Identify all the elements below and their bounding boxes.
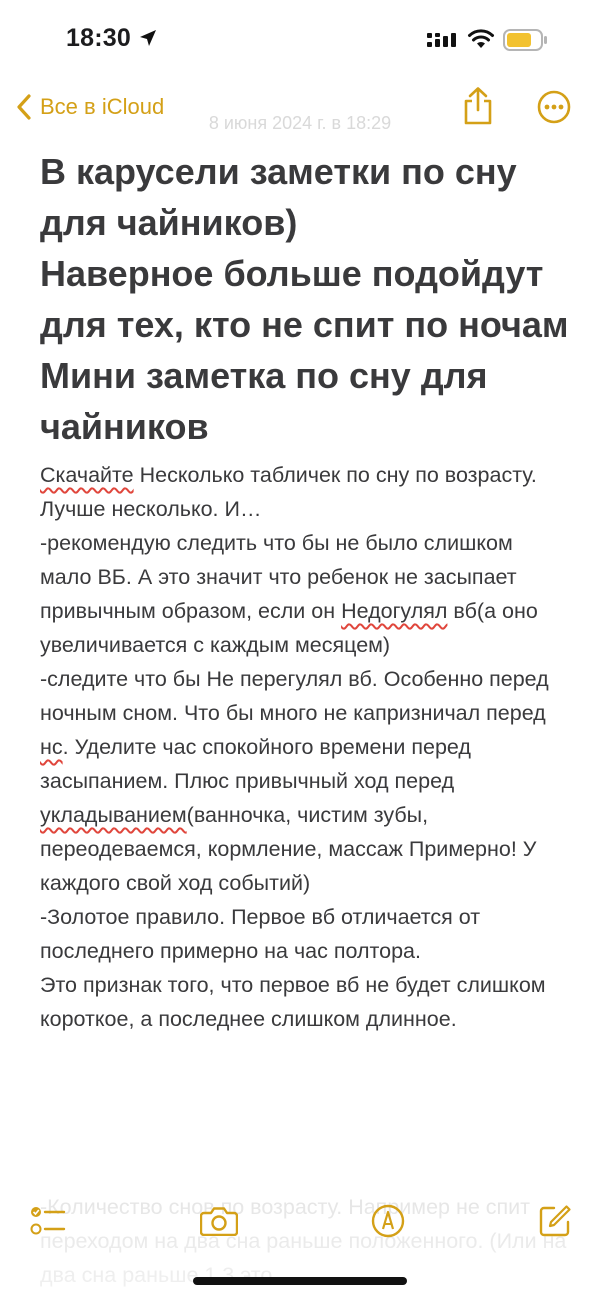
note-paragraph: -Золотое правило. Первое вб отличается от последнего примерно на час полтора. <box>40 905 481 963</box>
checklist-icon[interactable] <box>30 1204 66 1238</box>
note-paragraph: Это признак того, что первое вб не будет слишком короткое, а последнее слишком длинное. <box>40 973 546 1031</box>
note-date: 8 июня 2024 г. в 18:29 <box>208 113 392 133</box>
note-title-line-2: Наверное больше подойдут для тех, кто не спит по ночам <box>40 253 569 345</box>
note-title-line-3: Мини заметка по сну для чайников <box>40 355 488 447</box>
note-title-line-1: В карусели заметки по сну для чайников) <box>40 151 517 243</box>
note-body <box>40 458 570 1036</box>
camera-icon[interactable] <box>200 1206 238 1236</box>
location-arrow-icon <box>138 28 158 48</box>
status-bar <box>0 0 600 80</box>
note-text: . Уделите час спокойного времени перед засыпанием. Плюс привычный ход перед <box>40 735 471 793</box>
note-text: -следите что бы Не перегулял вб. Особенно перед ночным сном. Что бы много не капризничал перед <box>40 667 549 725</box>
note-paragraph <box>40 662 570 900</box>
misspelled-word[interactable]: Недогулял <box>341 599 448 623</box>
back-button-label: Все в iCloud <box>40 94 165 119</box>
note-content[interactable] <box>40 146 570 1036</box>
note-paragraph <box>40 526 570 662</box>
misspelled-word[interactable]: Скачайте <box>40 463 134 487</box>
note-text: Несколько табличек по сну по возрасту. Лучше несколько. И… <box>40 463 537 521</box>
markup-pen-icon[interactable] <box>371 1204 405 1238</box>
note-paragraph <box>40 458 570 526</box>
note-text: (ванночка, чистим зубы, переодеваемся, кормление, массаж Примерно! У каждого свой ход событий) <box>40 803 537 895</box>
status-time: 18:30 <box>66 24 131 52</box>
note-text: -рекомендую следить что бы не было слишком мало ВБ. А это значит что ребенок не засыпает привычным образом, если он <box>40 531 517 623</box>
cellular-signal-icon <box>427 31 459 49</box>
home-indicator[interactable] <box>193 1277 407 1285</box>
misspelled-word[interactable]: нс <box>40 735 63 759</box>
battery-icon <box>503 29 549 51</box>
note-text: вб(а оно увеличивается с каждым месяцем) <box>40 599 538 657</box>
wifi-icon <box>467 28 495 50</box>
compose-icon[interactable] <box>538 1204 572 1238</box>
bottom-toolbar <box>0 1196 600 1246</box>
misspelled-word[interactable]: укладыванием <box>40 803 187 827</box>
